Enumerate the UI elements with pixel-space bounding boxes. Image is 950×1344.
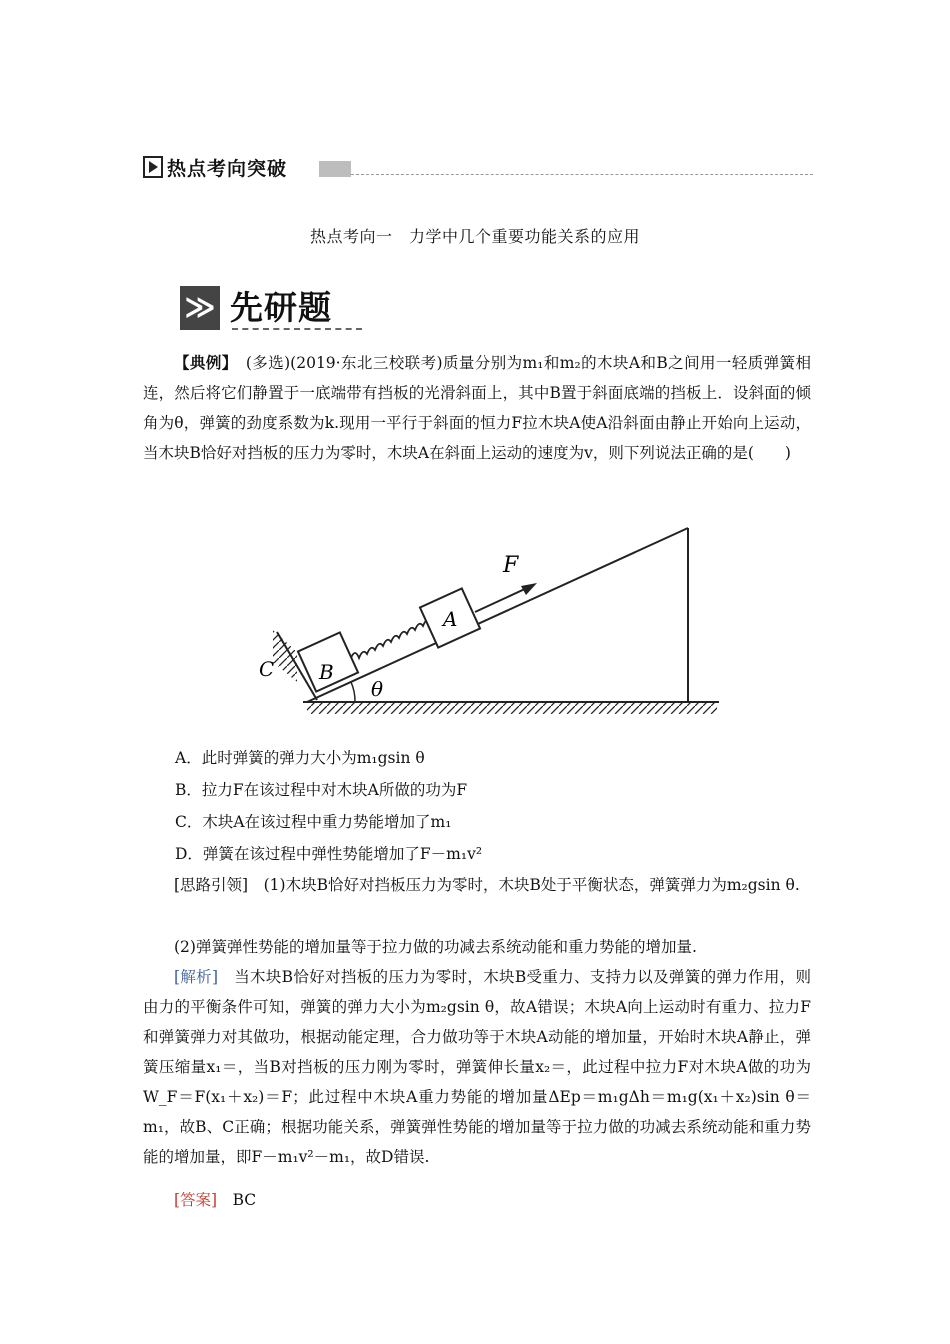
banner-title: 热点考向突破 — [167, 158, 288, 180]
stopper-label: C — [259, 657, 275, 681]
angle-label: θ — [371, 677, 384, 701]
subheading: 先研题 — [230, 288, 332, 327]
answer-value: BC — [217, 1191, 257, 1209]
hint-tag: [思路引领] — [174, 876, 249, 894]
chevron-right-icon: ≫ — [180, 286, 220, 330]
section-title: 热点考向一 力学中几个重要功能关系的应用 — [309, 227, 640, 246]
question-paragraph — [143, 348, 811, 468]
ground-hatch — [307, 702, 717, 714]
force-arrowhead — [521, 583, 537, 595]
hint-line2: (2)弹簧弹性势能的增加量等于拉力做的功减去系统动能和重力势能的增加量. — [174, 938, 697, 956]
question-tag: 【典例】 — [174, 353, 230, 372]
option-c: C．木块A在该过程中重力势能增加了m₁ — [175, 813, 452, 831]
subheading-block — [180, 282, 362, 334]
block-a-label: A — [443, 607, 458, 631]
force-label: F — [503, 553, 519, 578]
subheading-underline — [232, 328, 362, 330]
section-banner — [143, 152, 813, 184]
analysis-tag: [解析] — [174, 968, 219, 986]
question-text: (多选)(2019·东北三校联考)质量分别为m₁和m₂的木块A和B之间用一轻质弹簧相连，然后将它们静置于一底端带有挡板的光滑斜面上，其中B置于斜面底端的挡板上．设斜面的倾角为θ，弹簧的劲度系数为k.现用一平行于斜面的恒力F拉木块A使A沿斜面由静止开始向上运动，当木块B恰好对挡板的压力为零时，木块A在斜面上运动的速度为v，则下列说法正确的是( ) — [143, 354, 811, 462]
hint-line1: (1)木块B恰好对挡板压力为零时，木块B处于平衡状态，弹簧弹力为m₂gsin θ. — [248, 876, 800, 894]
block-b-label: B — [319, 660, 334, 684]
incline-surface — [307, 528, 688, 702]
answer-paragraph — [143, 1185, 811, 1215]
banner-divider — [351, 174, 813, 175]
banner-decoration — [319, 161, 351, 177]
play-arrow-icon — [143, 156, 163, 178]
force-arrow — [475, 588, 527, 612]
option-a: A．此时弹簧的弹力大小为m₁gsin θ — [175, 749, 425, 767]
analysis-paragraph — [143, 962, 811, 1172]
hint-paragraph — [143, 870, 811, 900]
analysis-text: 当木块B恰好对挡板的压力为零时，木块B受重力、支持力以及弹簧的弹力作用，则由力的平衡条件可知，弹簧的弹力大小为m₂gsin θ，故A错误；木块A向上运动时有重力、拉力F和弹簧弹力对其做功，根据动能定理，合力做功等于木块A动能的增加量，开始时木块A静止，弹簧压缩量x₁＝，当B对挡板的压力刚为零时，弹簧伸长量x₂＝，此过程中拉力F对木块A做的功为W_F＝F(x₁＋x₂)＝F；此过程中木块A重力势能的增加量ΔEp＝m₁gΔh＝m₁g(x₁＋x₂)sin θ＝m₁，故B、C正确；根据功能关系，弹簧弹性势能的增加量等于拉力做的功减去系统动能和重力势能的增加量，即F－m₁v²－m₁，故D错误. — [143, 968, 811, 1166]
incline-diagram — [255, 522, 725, 722]
answer-tag: [答案] — [174, 1191, 218, 1209]
stopper-hatch — [273, 630, 297, 682]
angle-arc — [351, 682, 355, 702]
option-d: D．弹簧在该过程中弹性势能增加了F－m₁v² — [175, 845, 483, 863]
option-b: B．拉力F在该过程中对木块A所做的功为F — [175, 781, 468, 799]
